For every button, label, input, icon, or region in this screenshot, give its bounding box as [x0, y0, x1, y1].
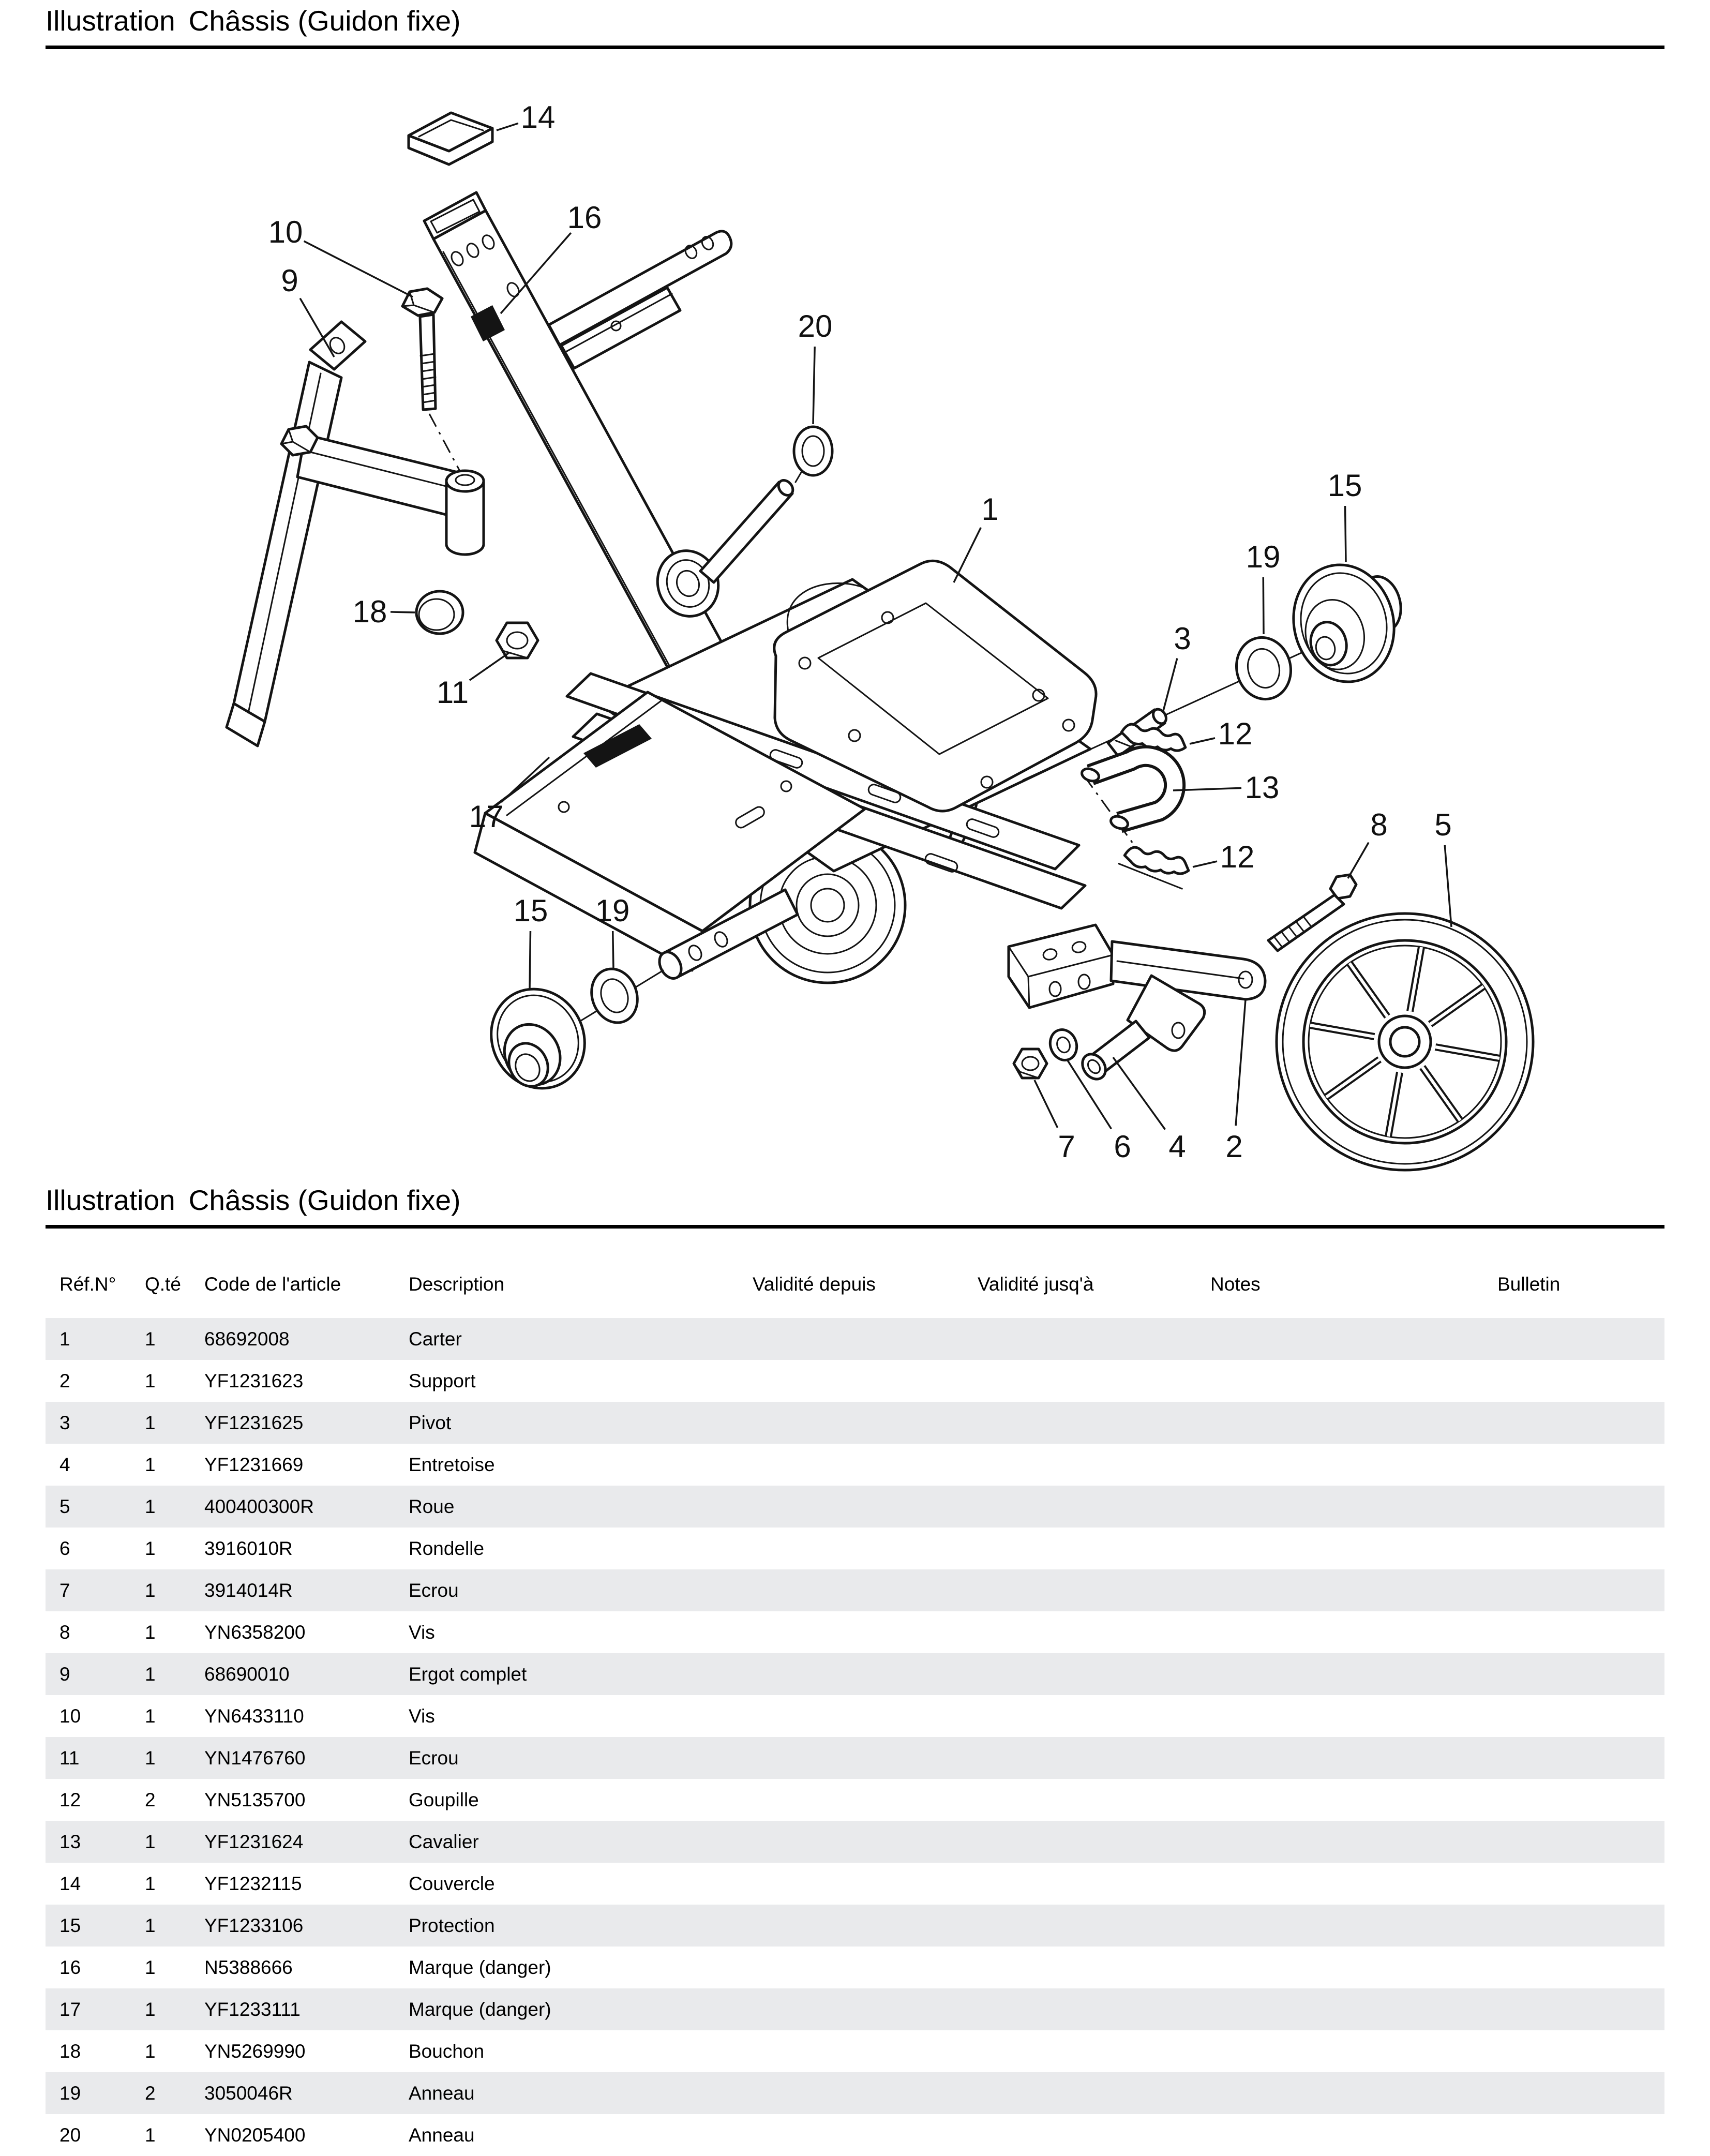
- ref-cell: 19: [59, 2082, 81, 2104]
- description-cell: Ecrou: [409, 1747, 459, 1769]
- callout-leader-10: [304, 241, 413, 297]
- qty-cell: 1: [145, 1412, 156, 1433]
- table-header-row: [46, 1254, 1664, 1298]
- ref-cell: 1: [59, 1328, 70, 1350]
- callout-label-7: 7: [1058, 1129, 1075, 1164]
- ref-cell: 3: [59, 1412, 70, 1433]
- part-washer-6: [1046, 1026, 1081, 1064]
- column-header: Validité depuis: [753, 1274, 876, 1295]
- description-cell: Marque (danger): [409, 1956, 551, 1978]
- description-cell: Pivot: [409, 1412, 452, 1433]
- callout-label-12: 12: [1220, 840, 1255, 874]
- table-row: [46, 1486, 1664, 1528]
- callout-leader-15: [1345, 506, 1346, 562]
- description-cell: Ergot complet: [409, 1663, 527, 1685]
- qty-cell: 1: [145, 1705, 156, 1727]
- part-axle-shaft-upper: [700, 470, 803, 582]
- description-cell: Rondelle: [409, 1537, 485, 1559]
- table-row: [46, 1360, 1664, 1402]
- callout-label-19: 19: [595, 893, 630, 928]
- callout-label-11: 11: [436, 675, 469, 710]
- qty-cell: 1: [145, 1495, 156, 1517]
- code-cell: YF1231625: [204, 1412, 304, 1433]
- code-cell: 3050046R: [204, 2082, 293, 2104]
- ref-cell: 20: [59, 2124, 81, 2146]
- section-title: [46, 1184, 460, 1217]
- callout-label-12: 12: [1218, 716, 1253, 751]
- callout-label-3: 3: [1174, 621, 1191, 656]
- description-cell: Marque (danger): [409, 1998, 551, 2020]
- table-row: [46, 1947, 1664, 1988]
- table-row: [46, 1569, 1664, 1611]
- description-cell: Vis: [409, 1621, 435, 1643]
- code-cell: 3916010R: [204, 1537, 293, 1559]
- part-clip-12b: [1116, 844, 1191, 889]
- table-row: [46, 1528, 1664, 1569]
- callout-label-1: 1: [981, 492, 999, 527]
- qty-cell: 1: [145, 1998, 156, 2020]
- callout-label-16: 16: [567, 200, 602, 235]
- ref-cell: 5: [59, 1495, 70, 1517]
- part-wheel-5: [1277, 914, 1533, 1170]
- ref-cell: 12: [59, 1789, 81, 1810]
- part-protection-15-left: [474, 972, 602, 1105]
- ref-cell: 16: [59, 1956, 81, 1978]
- callout-label-17: 17: [469, 799, 504, 834]
- callout-leader-2: [1236, 999, 1246, 1126]
- code-cell: YF1233106: [204, 1914, 304, 1936]
- qty-cell: 1: [145, 1873, 156, 1894]
- qty-cell: 1: [145, 1579, 156, 1601]
- title-word: Illustration: [46, 5, 175, 37]
- callout-label-8: 8: [1370, 807, 1388, 842]
- code-cell: YN0205400: [204, 2124, 306, 2146]
- ref-cell: 17: [59, 1998, 81, 2020]
- callout-label-5: 5: [1434, 807, 1452, 842]
- description-cell: Entretoise: [409, 1454, 495, 1475]
- callout-label-6: 6: [1114, 1129, 1131, 1164]
- description-cell: Carter: [409, 1328, 462, 1350]
- table-row: [46, 1988, 1664, 2030]
- section-rule: [46, 1225, 1664, 1229]
- qty-cell: 1: [145, 1914, 156, 1936]
- column-header: Validité jusq'à: [978, 1274, 1094, 1295]
- description-cell: Anneau: [409, 2082, 475, 2104]
- callout-leader-12: [1193, 861, 1217, 867]
- description-cell: Ecrou: [409, 1579, 459, 1601]
- table-row: [46, 1695, 1664, 1737]
- table-row: [46, 1821, 1664, 1863]
- table-row: [46, 2114, 1664, 2156]
- callout-leader-14: [497, 123, 518, 130]
- qty-cell: 1: [145, 1454, 156, 1475]
- code-cell: 3914014R: [204, 1579, 293, 1601]
- table-row: [46, 1402, 1664, 1444]
- description-cell: Vis: [409, 1705, 435, 1727]
- code-cell: YN6358200: [204, 1621, 306, 1643]
- callout-leader-5: [1445, 845, 1451, 927]
- callout-label-18: 18: [352, 594, 387, 629]
- code-cell: 68690010: [204, 1663, 290, 1685]
- callout-leader-12: [1190, 738, 1215, 744]
- ref-cell: 6: [59, 1537, 70, 1559]
- callout-leader-19: [1263, 577, 1264, 634]
- qty-cell: 1: [145, 2040, 156, 2062]
- table-row: [46, 1905, 1664, 1947]
- code-cell: YF1231624: [204, 1831, 304, 1852]
- part-cover-cap-14: [409, 113, 492, 164]
- callout-leader-11: [470, 653, 509, 680]
- table-row: [46, 1653, 1664, 1695]
- description-cell: Roue: [409, 1495, 455, 1517]
- table-row: [46, 1863, 1664, 1905]
- callout-leader-3: [1163, 658, 1177, 713]
- callout-label-10: 10: [268, 215, 303, 249]
- callout-label-9: 9: [281, 263, 298, 298]
- description-cell: Couvercle: [409, 1873, 495, 1894]
- callout-label-19: 19: [1246, 540, 1281, 574]
- column-header: Code de l'article: [204, 1274, 341, 1295]
- code-cell: YF1233111: [204, 1998, 301, 2020]
- code-cell: 68692008: [204, 1328, 290, 1350]
- description-cell: Anneau: [409, 2124, 475, 2146]
- code-cell: YF1231669: [204, 1454, 304, 1475]
- ref-cell: 18: [59, 2040, 81, 2062]
- qty-cell: 1: [145, 1831, 156, 1852]
- description-cell: Bouchon: [409, 2040, 485, 2062]
- table-row: [46, 1318, 1664, 1360]
- code-cell: YN6433110: [204, 1705, 304, 1727]
- part-ring-19-right: [1230, 632, 1297, 705]
- qty-cell: 1: [145, 1537, 156, 1559]
- part-ring-20: [794, 427, 832, 475]
- title-word: Illustration: [46, 1184, 175, 1216]
- callout-label-4: 4: [1168, 1129, 1186, 1164]
- callout-label-15: 15: [1327, 468, 1362, 503]
- code-cell: N5388666: [204, 1956, 293, 1978]
- part-plug-18: [416, 591, 463, 634]
- qty-cell: 1: [145, 1747, 156, 1769]
- qty-cell: 1: [145, 1956, 156, 1978]
- ref-cell: 14: [59, 1873, 81, 1894]
- description-cell: Protection: [409, 1914, 495, 1936]
- callout-label-15: 15: [513, 893, 548, 928]
- part-spacer-4: [1078, 1021, 1149, 1084]
- qty-cell: 1: [145, 2124, 156, 2146]
- callout-label-13: 13: [1244, 770, 1280, 805]
- code-cell: 400400300R: [204, 1495, 314, 1517]
- callout-label-20: 20: [798, 309, 833, 343]
- code-cell: YN5135700: [204, 1789, 306, 1810]
- callout-leader-4: [1113, 1057, 1165, 1130]
- callout-leader-1: [954, 528, 981, 582]
- table-row: [46, 1779, 1664, 1821]
- column-header: Notes: [1210, 1274, 1261, 1295]
- part-bolt-10: [402, 289, 462, 475]
- table-row: [46, 1737, 1664, 1779]
- code-cell: YN1476760: [204, 1747, 306, 1769]
- part-handlebar-bracket: [549, 231, 731, 368]
- title-chapter: Châssis (Guidon fixe): [188, 5, 461, 37]
- column-header: Bulletin: [1497, 1274, 1561, 1295]
- table-row: [46, 2072, 1664, 2114]
- ref-cell: 13: [59, 1831, 81, 1852]
- ref-cell: 11: [59, 1747, 80, 1769]
- table-row: [46, 2030, 1664, 2072]
- title-chapter: Châssis (Guidon fixe): [188, 1184, 461, 1216]
- callout-label-2: 2: [1225, 1129, 1243, 1164]
- column-header: Description: [409, 1274, 505, 1295]
- part-ring-19-left: [584, 962, 644, 1029]
- description-cell: Support: [409, 1370, 476, 1391]
- qty-cell: 1: [145, 1370, 156, 1391]
- ref-cell: 4: [59, 1454, 70, 1475]
- description-cell: Goupille: [409, 1789, 479, 1810]
- code-cell: YN5269990: [204, 2040, 306, 2062]
- ref-cell: 9: [59, 1663, 70, 1685]
- ref-cell: 2: [59, 1370, 70, 1391]
- callout-label-14: 14: [520, 100, 556, 134]
- ref-cell: 7: [59, 1579, 70, 1601]
- ref-cell: 15: [59, 1914, 81, 1936]
- qty-cell: 2: [145, 1789, 156, 1810]
- part-cavalier-13: [1080, 756, 1175, 831]
- column-header: Q.té: [145, 1274, 181, 1295]
- ref-cell: 10: [59, 1705, 81, 1727]
- table-row: [46, 1611, 1664, 1653]
- part-nut-11: [497, 623, 538, 658]
- code-cell: YF1232115: [204, 1873, 302, 1894]
- part-nut-7: [1014, 1049, 1047, 1078]
- callout-leader-20: [813, 347, 815, 424]
- qty-cell: 1: [145, 1621, 156, 1643]
- code-cell: YF1231623: [204, 1370, 304, 1391]
- table-body: [46, 1318, 1664, 2156]
- column-header: Réf.N°: [59, 1274, 116, 1295]
- ref-cell: 8: [59, 1621, 70, 1643]
- callout-leader-7: [1034, 1080, 1058, 1128]
- part-protection-15-right: [1281, 551, 1416, 693]
- qty-cell: 1: [145, 1328, 156, 1350]
- qty-cell: 1: [145, 1663, 156, 1685]
- callout-leader-8: [1348, 843, 1369, 878]
- table-row: [46, 1444, 1664, 1486]
- description-cell: Cavalier: [409, 1831, 479, 1852]
- qty-cell: 2: [145, 2082, 156, 2104]
